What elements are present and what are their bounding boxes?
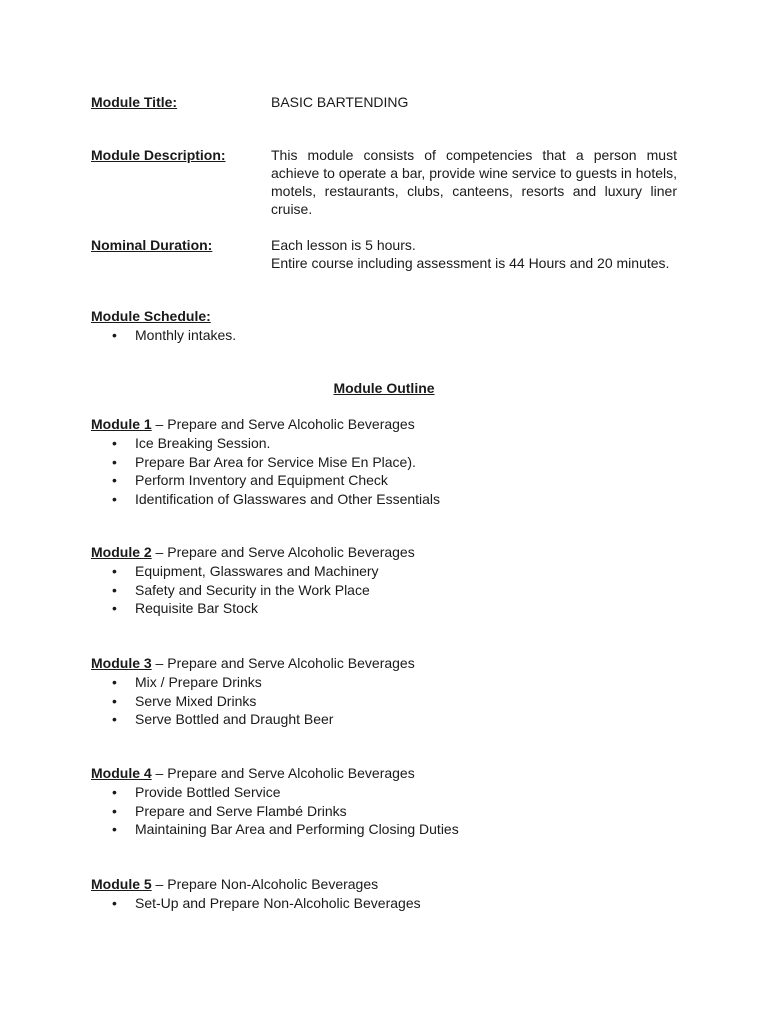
nominal-duration-label: Nominal Duration: [91, 237, 213, 253]
nominal-duration-value [271, 236, 677, 272]
module-1-list [91, 434, 440, 508]
module-description-value: This module consists of competencies that a person must achieve to operate a bar, provide wine service to guests in hotels, motels, restaurants, clubs, canteens, resorts and luxury liner cruise. [271, 147, 677, 217]
module-4-heading [91, 764, 415, 782]
module-key: Module 5 [91, 876, 152, 892]
list-item: • Safety and Security in the Work Place [91, 581, 379, 600]
list-item: • Prepare and Serve Flambé Drinks [91, 802, 459, 821]
duration-line-1: Each lesson is 5 hours. [271, 237, 416, 253]
module-5-heading [91, 875, 378, 893]
module-3-heading [91, 654, 415, 672]
list-item: • Serve Mixed Drinks [91, 692, 333, 711]
module-heading-title: – Prepare and Serve Alcoholic Beverages [151, 416, 415, 432]
list-item: • Requisite Bar Stock [91, 599, 379, 618]
list-item: • Monthly intakes. [91, 326, 236, 345]
list-item: • Serve Bottled and Draught Beer [91, 710, 333, 729]
list-item: • Equipment, Glasswares and Machinery [91, 562, 379, 581]
module-key: Module 2 [91, 544, 152, 560]
module-title-value: BASIC BARTENDING [271, 94, 409, 110]
module-3-list [91, 673, 333, 729]
schedule-list [91, 326, 236, 345]
module-1-heading [91, 415, 415, 433]
module-key: Module 4 [91, 765, 152, 781]
list-item: • Ice Breaking Session. [91, 434, 440, 453]
module-2-list [91, 562, 379, 618]
list-item: • Identification of Glasswares and Other Essentials [91, 490, 440, 509]
module-heading-title: – Prepare and Serve Alcoholic Beverages [151, 655, 415, 671]
list-item: • Perform Inventory and Equipment Check [91, 471, 440, 490]
module-key: Module 3 [91, 655, 152, 671]
module-2-heading [91, 543, 415, 561]
module-schedule-label: Module Schedule: [91, 308, 211, 324]
list-item: • Provide Bottled Service [91, 783, 459, 802]
outline-title: Module Outline [333, 380, 435, 396]
module-heading-title: – Prepare and Serve Alcoholic Beverages [151, 544, 415, 560]
duration-line-2: Entire course including assessment is 44 Hours and 20 minutes. [271, 255, 670, 271]
module-5-list [91, 894, 421, 913]
module-heading-title: – Prepare and Serve Alcoholic Beverages [151, 765, 415, 781]
list-item: • Maintaining Bar Area and Performing Closing Duties [91, 820, 459, 839]
list-item: • Set-Up and Prepare Non-Alcoholic Beverages [91, 894, 421, 913]
module-heading-title: – Prepare Non-Alcoholic Beverages [151, 876, 379, 892]
module-title-label: Module Title: [91, 94, 178, 110]
list-item: • Prepare Bar Area for Service Mise En Place). [91, 453, 440, 472]
module-key: Module 1 [91, 416, 152, 432]
list-item: • Mix / Prepare Drinks [91, 673, 333, 692]
module-description-label: Module Description: [91, 147, 226, 163]
module-4-list [91, 783, 459, 839]
